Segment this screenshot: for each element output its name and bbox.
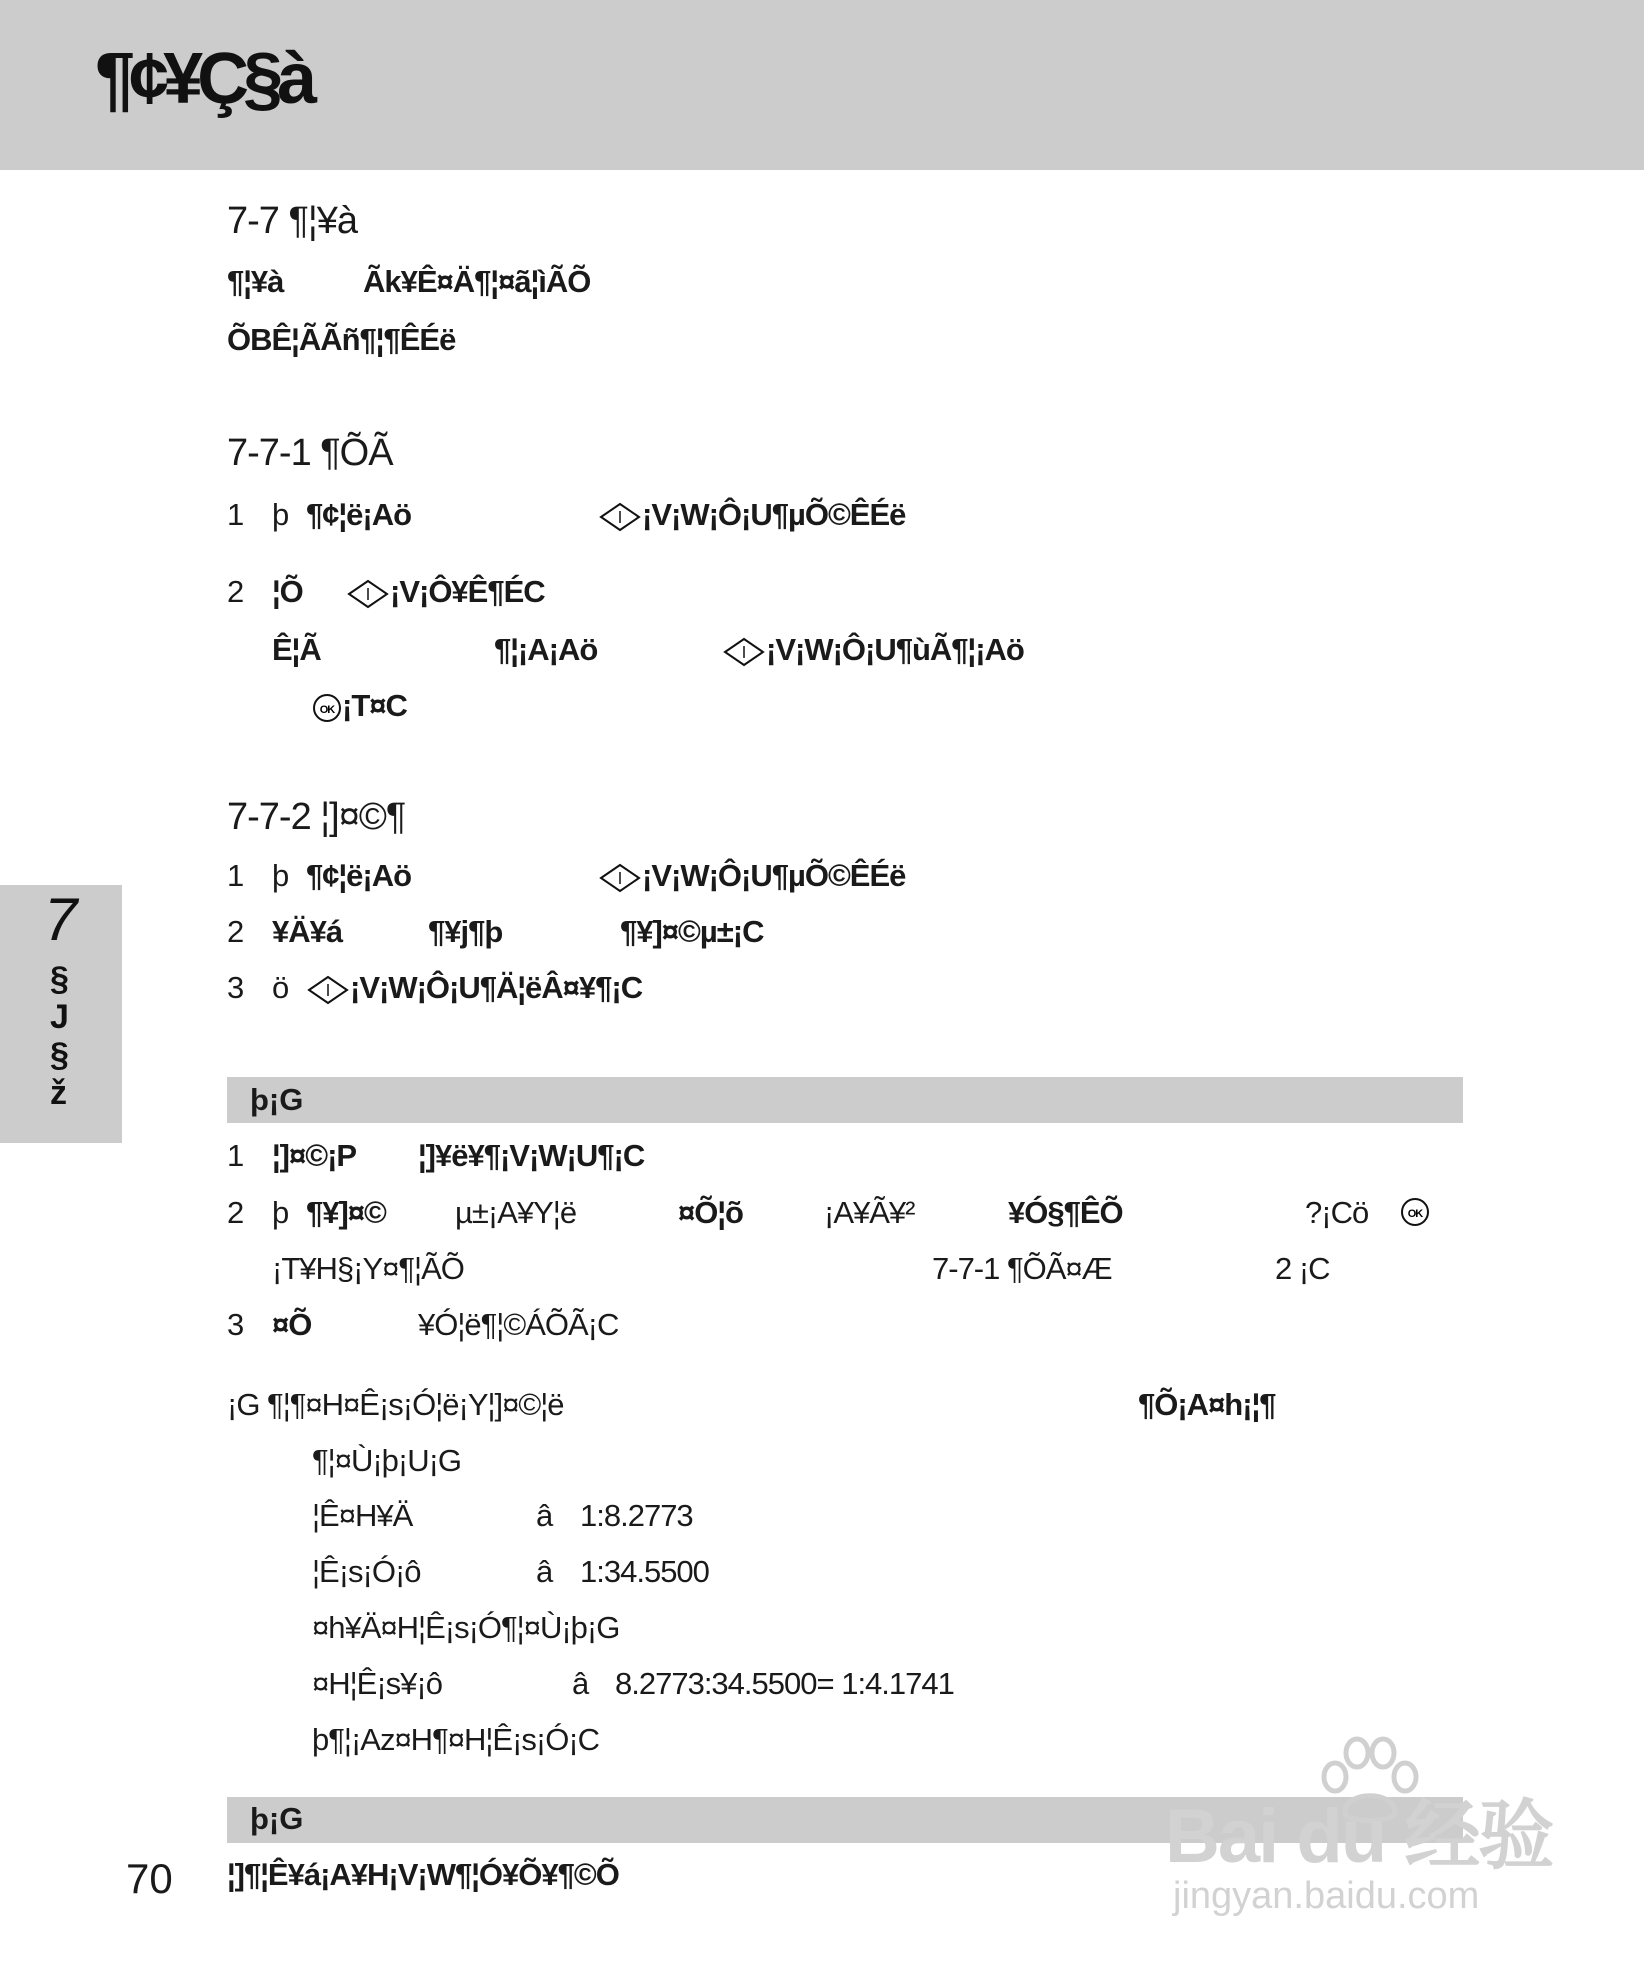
direction-key-icon — [306, 975, 350, 1005]
direction-key-icon — [722, 637, 766, 667]
step-text: ¶¥]¤©µ±¡C — [620, 914, 764, 949]
notice-title: þ¡G — [250, 1801, 304, 1836]
notice-text: ¶¥]¤© — [306, 1195, 386, 1230]
step-text: ¡T¤C — [342, 688, 407, 723]
step-text: ¶¢¦ë¡Aö — [306, 858, 412, 893]
ratio-value: 1:34.5500 — [580, 1554, 709, 1589]
step-text: ¥Ä¥á — [272, 914, 343, 949]
ok-key-icon — [1400, 1197, 1430, 1235]
watermark-sub: jingyan.baidu.com — [1173, 1875, 1480, 1917]
page-number: 70 — [126, 1855, 173, 1902]
intro-line1-b: Ãk¥Ê¤Ä¶¦¤ã¦ìÃÕ — [363, 264, 591, 299]
section-title: 7-7 ¶¦¥à — [227, 200, 358, 242]
notice-number: 3 — [227, 1307, 244, 1342]
intro-line2: ÕBÊ¦ÃÃñ¶¦¶ÊÉë — [227, 322, 456, 357]
step-text: ö — [272, 970, 289, 1005]
notice-text: 2 ¡C — [1275, 1251, 1330, 1286]
direction-key-icon — [598, 502, 642, 532]
step-text: ¡V¡W¡Ô¡U¶ùÃ¶¦¡Aö — [766, 632, 1024, 667]
step-text-with-key — [312, 688, 407, 724]
notice-text: ?¡Cö — [1305, 1195, 1369, 1230]
step-text: ¶¥j¶þ — [428, 914, 503, 949]
notice-number: 1 — [227, 1138, 244, 1173]
ratio-title: ¶¦¤Ù¡þ¡U¡G — [312, 1443, 462, 1478]
step-number: 2 — [227, 914, 244, 949]
ratio-value: 8.2773:34.5500= 1:4.1741 — [615, 1666, 954, 1701]
subsection-title-2: 7-7-2 ¦]¤©¶ — [227, 796, 406, 838]
notice-number: 2 — [227, 1195, 244, 1230]
notice-title: þ¡G — [250, 1082, 304, 1117]
step-text: ¶¦¡A¡Aö — [494, 632, 598, 667]
notice-text: ¡T¥H§¡Y¤¶¦ÃÕ — [272, 1251, 464, 1286]
notice-text: ¥Ó¦ë¶¦©ÁÕÃ¡C — [418, 1307, 619, 1342]
step-text-with-key — [722, 632, 1024, 668]
intro-line1-a: ¶¦¥à — [227, 264, 284, 299]
step-text: Ê¦Ã — [272, 632, 321, 667]
notice-text: µ±¡A¥Y¦ë — [455, 1195, 577, 1230]
svg-text:OK: OK — [319, 703, 335, 716]
watermark-main: Bai du 经验 — [1165, 1794, 1553, 1879]
step-text: ¡V¡W¡Ô¡U¶µÕ©ÊÉë — [642, 497, 906, 532]
notice-text: ¥Ó§¶ÊÕ — [1008, 1195, 1123, 1230]
notice-text: ¤Õ — [272, 1307, 312, 1342]
step-text-with-key — [598, 858, 905, 894]
notice-text: ¤Õ¦õ — [678, 1195, 743, 1230]
step-text: þ — [272, 497, 289, 532]
notice-text: ¦]¶¦Ê¥á¡A¥H¡V¡W¶¦Ó¥Õ¥¶©Õ — [227, 1857, 619, 1892]
ratio-label: ¦Ê¡s¡Ó¡ô — [312, 1554, 421, 1589]
step-number: 1 — [227, 858, 244, 893]
direction-key-icon — [346, 579, 390, 609]
step-text: ¶¢¦ë¡Aö — [306, 497, 412, 532]
ratio-label: ¤H¦Ê¡s¥¡ô — [312, 1666, 442, 1701]
chapter-title: ¶¢¥Ç§à — [95, 39, 312, 119]
direction-key-icon — [598, 863, 642, 893]
ratio-sep: â — [572, 1666, 589, 1701]
step-number: 2 — [227, 574, 244, 609]
step-number: 3 — [227, 970, 244, 1005]
formula-lead: ¡G ¶¦¶¤H¤Ê¡s¡Ó¦ë¡Y¦]¤©¦ë — [227, 1387, 564, 1422]
step-text-with-key — [598, 497, 905, 533]
step-text: þ — [272, 858, 289, 893]
notice-text: ¡A¥Ã¥² — [824, 1195, 915, 1230]
ratio-sep: â — [536, 1554, 553, 1589]
ratio-label: þ¶¦¡Az¤H¶¤H¦Ê¡s¡Ó¡C — [312, 1722, 600, 1757]
chapter-number: 7 — [44, 886, 78, 953]
ok-key-icon — [312, 693, 342, 723]
step-text-with-key — [346, 574, 545, 610]
notice-text: ¦]¥ë¥¶¡V¡W¡U¶¡C — [418, 1138, 645, 1173]
ratio-sep: â — [536, 1498, 553, 1533]
ratio-label: ¦Ê¤H¥Ä — [312, 1498, 413, 1533]
step-text: ¡V¡W¡Ô¡U¶Ä¦ëÂ¤¥¶¡C — [350, 970, 643, 1005]
formula-lead-right: ¶Õ¡A¤h¡¦¶ — [1138, 1387, 1276, 1422]
step-text-with-key — [306, 970, 642, 1006]
step-number: 1 — [227, 497, 244, 532]
notice-bar — [227, 1077, 1463, 1123]
ratio-label: ¤h¥Ä¤H¦Ê¡s¡Ó¶¦¤Ù¡þ¡G — [312, 1610, 620, 1645]
ratio-value: 1:8.2773 — [580, 1498, 693, 1533]
baidu-watermark — [1165, 1735, 1565, 1925]
step-text: ¦Õ — [272, 574, 303, 609]
notice-text: 7-7-1 ¶ÕÃ¤Æ — [932, 1251, 1112, 1286]
step-text: ¡V¡Ô¥Ê¶ÉC — [390, 574, 545, 609]
notice-text: ¦]¤©¡P — [272, 1138, 357, 1173]
notice-text: þ — [272, 1195, 289, 1230]
subsection-title-1: 7-7-1 ¶ÕÃ — [227, 432, 393, 474]
step-text: ¡V¡W¡Ô¡U¶µÕ©ÊÉë — [642, 858, 906, 893]
svg-text:OK: OK — [1407, 1208, 1423, 1220]
chapter-side-label: §J§ž — [50, 960, 69, 1112]
